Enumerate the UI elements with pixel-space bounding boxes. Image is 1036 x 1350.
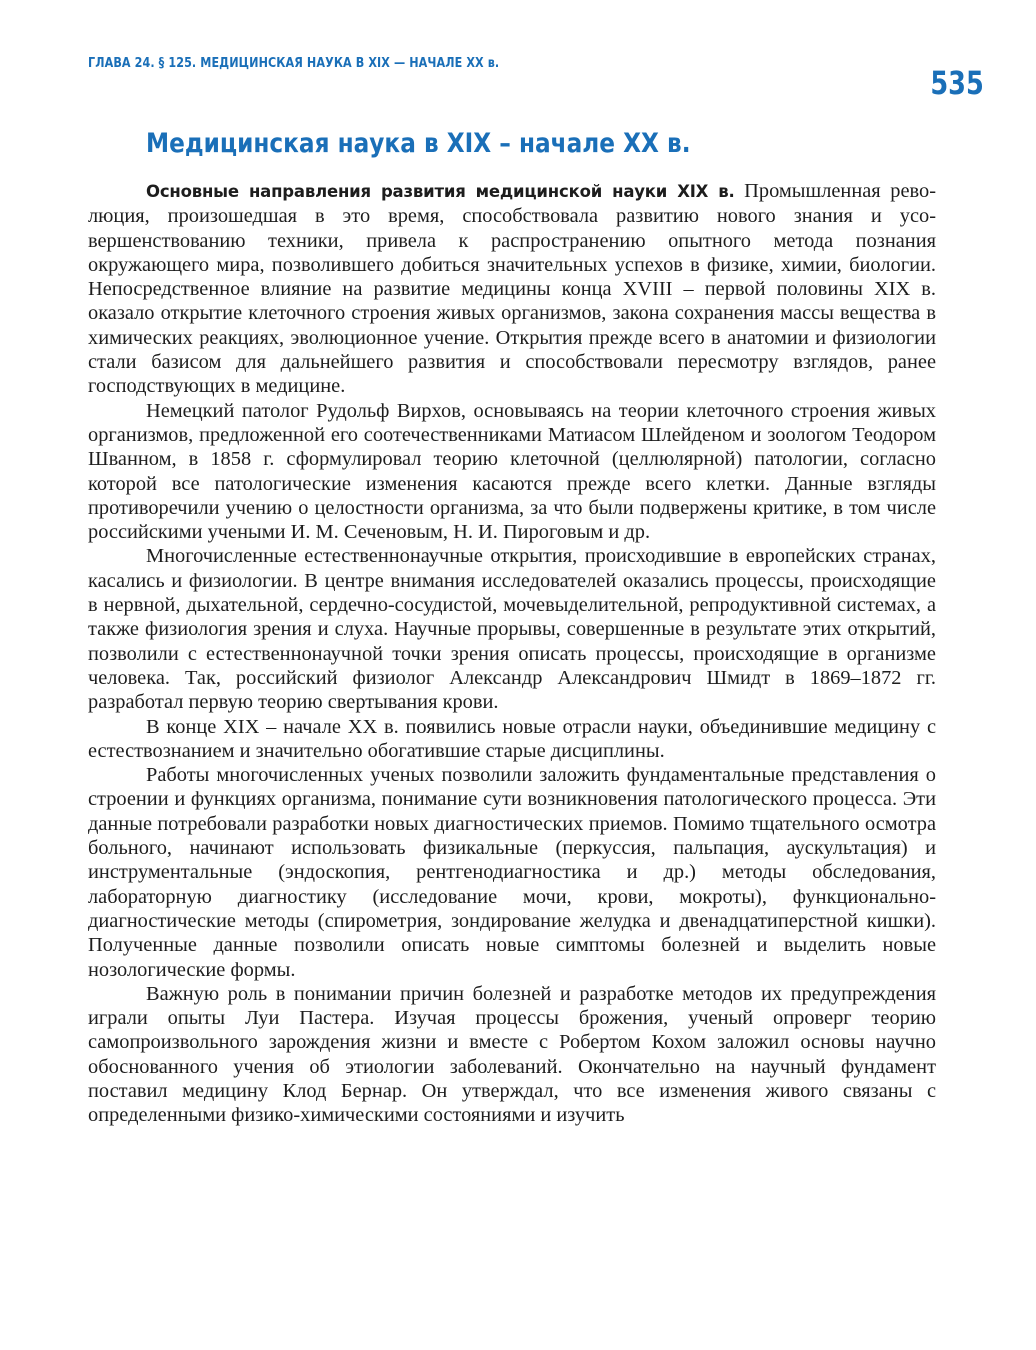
running-head: ГЛАВА 24. § 125. МЕДИЦИНСКАЯ НАУКА В XIX — НАЧАЛЕ XX в. — [88, 56, 500, 71]
page-number: 535 — [930, 64, 984, 102]
paragraph-4: В конце XIX – начале XX в. появились новые отрасли науки, объединившие медицину с естествознанием и значительно обогатившие старые дисциплины. — [88, 715, 936, 762]
paragraph-1 — [88, 179, 936, 399]
paragraph-1-text: Промышленная революция, произошедшая в это время, способствовала развитию нового знания и усовершенствованию техники, привела к распространению опытного метода познания окружающего мира, позволившего добиться значительных успехов в физике, химии, биологии. Непосредственное влияние на развитие медицины конца XVIII – первой половины XIX в. оказало открытие клеточного строения живых организмов, закона сохранения массы вещества в химических реакциях, эволюционное учение. Открытия прежде всего в анатомии и физиологии стали базисом для дальнейшего развития и способствовали пересмотру взглядов, ранее господствующих в медицине. — [88, 180, 936, 398]
paragraph-3: Многочисленные естественнонаучные открытия, происходившие в европейских странах, касались и физиологии. В центре внимания исследователей оказались процессы, происходящие в нервной, дыхательной, сердечно-сосудистой, мочевыделительной, репродуктивной системах, а также физиология зрения и слуха. Научные прорывы, совершенные в результате этих открытий, позволили с естественнонаучной точки зрения описать процессы, происходящие в организме человека. Так, российский физиолог Александр Александрович Шмидт в 1869–1872 гг. разработал первую теорию свертывания крови. — [88, 545, 936, 714]
paragraph-6: Важную роль в понимании причин болезней и разработке методов их предупреждения играли опыты Луи Пастера. Изучая процессы брожения, ученый опроверг теорию самопроизвольного зарождения жизни и вместе с Робертом Кохом заложил основы научно обоснованного учения об этиологии заболеваний. Окончательно на научный фундамент поставил медицину Клод Бернар. Он утверждал, что все изменения живого связаны с определенными физико-химическими состояниями и изучить — [88, 982, 936, 1127]
chapter-title: Медицинская наука в XIX – начале XX в. — [146, 128, 691, 159]
body-text — [88, 179, 936, 1128]
paragraph-2: Немецкий патолог Рудольф Вирхов, основываясь на теории клеточного строения живых организмов, предложенной его соотечественниками Матиасом Шлейденом и зоологом Теодором Шванном, в 1858 г. сформулировал теорию клеточной (целлюлярной) патологии, согласно которой все патологические изменения касаются прежде всего клетки. Данные взгляды противоречили учению о целостности организма, за что были подвержены критике, в том числе российскими учеными И. М. Сеченовым, Н. И. Пироговым и др. — [88, 399, 936, 544]
paragraph-5: Работы многочисленных ученых позволили заложить фундаментальные представления о строении и функциях организма, понимание сути возникновения патологического процесса. Эти данные потребовали разработки новых диагностических приемов. Помимо тщательного осмотра больного, начинают использовать физикальные (перкуссия, пальпация, аускультация) и инструментальные (эндоскопия, рентгенодиагностика и др.) методы обследования, лабораторную диагностику (исследование мочи, крови, мокроты), функционально-диагностические методы (спирометрия, зондирование желудка и двенадцатиперстной кишки). Полученные данные позволили описать новые симптомы болезней и выделить новые нозологические формы. — [88, 764, 936, 981]
section-heading: Основные направления развития медицинской науки XIX в. — [146, 182, 735, 201]
